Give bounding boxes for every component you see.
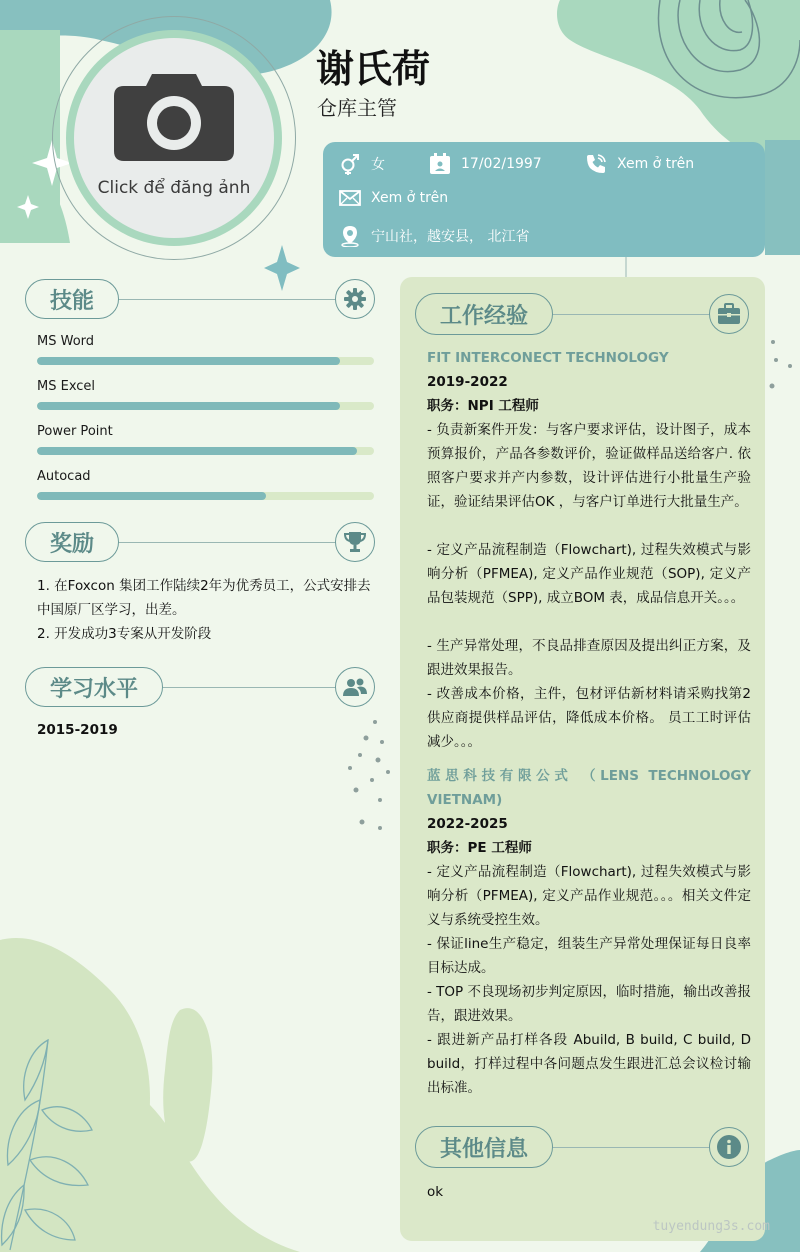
skills-divider bbox=[118, 299, 336, 300]
job-period: 2022-2025 bbox=[427, 816, 508, 832]
skill-fill bbox=[37, 357, 340, 365]
phone-value: Xem ở trên bbox=[617, 156, 695, 172]
skill-name: MS Word bbox=[37, 334, 95, 349]
education-divider bbox=[162, 687, 336, 688]
birthday-value: 17/02/1997 bbox=[461, 156, 542, 172]
job-role: 职务：PE 工程师 bbox=[427, 840, 532, 856]
job-title: 仓库主管 bbox=[317, 96, 397, 120]
skill-bar bbox=[37, 492, 374, 500]
skill-fill bbox=[37, 402, 340, 410]
contact-box bbox=[323, 142, 765, 257]
users-icon bbox=[335, 667, 375, 707]
job-description-line: - 跟进新产品打样各段 Abuild, B build, C build, D build，打样过程中各问题点发生跟进汇总会议检讨输出标准。 bbox=[427, 1032, 751, 1096]
skill-name: Autocad bbox=[37, 469, 91, 484]
info-icon bbox=[709, 1127, 749, 1167]
calendar-icon bbox=[429, 153, 451, 175]
education-period: 2015-2019 bbox=[37, 722, 118, 738]
skill-bar bbox=[37, 357, 374, 365]
skill-name: Power Point bbox=[37, 424, 113, 439]
briefcase-icon bbox=[709, 294, 749, 334]
avatar-upload[interactable] bbox=[74, 38, 274, 238]
job-description-line: - TOP 不良现场初步判定原因，临时措施，输出改善报告，跟进效果。 bbox=[427, 984, 751, 1024]
skill-bar bbox=[37, 447, 374, 455]
job-description-line: - 生产异常处理，不良品排查原因及提出纠正方案，及跟进效果报告。 bbox=[427, 638, 751, 678]
job-description-line: - 负责新案件开发：与客户要求评估，设计图子，成本预算报价，产品各参数评价，验证做样品送给客户. 依照客户要求并产内参数，设计评估进行小批量生产验证，验证结果评估OK ，与客户订单进行大批量生产。 bbox=[427, 422, 751, 510]
gear-icon bbox=[335, 279, 375, 319]
skill-fill bbox=[37, 492, 266, 500]
gender-icon bbox=[339, 153, 361, 175]
skill-fill bbox=[37, 447, 357, 455]
gender-value: 女 bbox=[371, 157, 385, 173]
job-description-line: - 改善成本价格，主件，包材评估新材料请采购找第2 供应商提供样品评估，降低成本价格。 员工工时评估减少。。。 bbox=[427, 686, 751, 750]
email-icon bbox=[339, 189, 361, 207]
camera-icon bbox=[114, 66, 234, 161]
job-description-line: - 定义产品流程制造（Flowchart), 过程失效模式与影响分析（PFMEA), 定义产品作业规范。。。相关文件定义与系统受控生效。 bbox=[427, 864, 751, 928]
other-divider bbox=[552, 1147, 710, 1148]
watermark: tuyendung3s.com bbox=[652, 1219, 770, 1234]
awards-divider bbox=[118, 542, 336, 543]
awards-heading: 奖励 bbox=[25, 522, 119, 562]
company-name: 蓝思科技有限公式 （LENS TECHNOLOGY VIETNAM) bbox=[427, 768, 751, 808]
contact-phone bbox=[585, 153, 694, 175]
contact-gender bbox=[339, 153, 385, 175]
experience-heading: 工作经验 bbox=[415, 293, 553, 335]
location-icon bbox=[339, 225, 361, 247]
job-description-line: - 定义产品流程制造（Flowchart), 过程失效模式与影响分析（PFMEA), 定义产品作业规范（SOP), 定义产品包装规范（SPP), 成立BOM 表，成品信息开关。。。 bbox=[427, 542, 751, 606]
email-value: Xem ở trên bbox=[371, 190, 449, 206]
job-description-line: - 保证line生产稳定，组装生产异常处理保证每日良率目标达成。 bbox=[427, 936, 751, 976]
address-value: 宁山社，越安县， 北江省 bbox=[371, 229, 530, 245]
other-info-text: ok bbox=[427, 1184, 444, 1200]
phone-icon bbox=[585, 153, 607, 175]
skills-heading: 技能 bbox=[25, 279, 119, 319]
skill-bar bbox=[37, 402, 374, 410]
candidate-name: 谢氏荷 bbox=[316, 47, 431, 91]
contact-address bbox=[339, 225, 529, 247]
experience-divider bbox=[552, 314, 710, 315]
trophy-icon bbox=[335, 522, 375, 562]
job-role: 职务：NPI 工程师 bbox=[427, 398, 539, 414]
contact-birthday bbox=[429, 153, 542, 175]
contact-email bbox=[339, 189, 448, 207]
award-item: 2. 开发成功3专案从开发阶段 bbox=[37, 626, 212, 642]
skill-name: MS Excel bbox=[37, 379, 96, 394]
company-name: FIT INTERCONECT TECHNOLOGY bbox=[427, 350, 669, 366]
other-heading: 其他信息 bbox=[415, 1126, 553, 1168]
avatar-upload-label: Click để đăng ảnh bbox=[97, 178, 251, 198]
education-heading: 学习水平 bbox=[25, 667, 163, 707]
award-item: 1. 在Foxcon 集团工作陆续2年为优秀员工，公式安排去中国原厂区学习，出差。 bbox=[37, 578, 371, 618]
job-period: 2019-2022 bbox=[427, 374, 508, 390]
